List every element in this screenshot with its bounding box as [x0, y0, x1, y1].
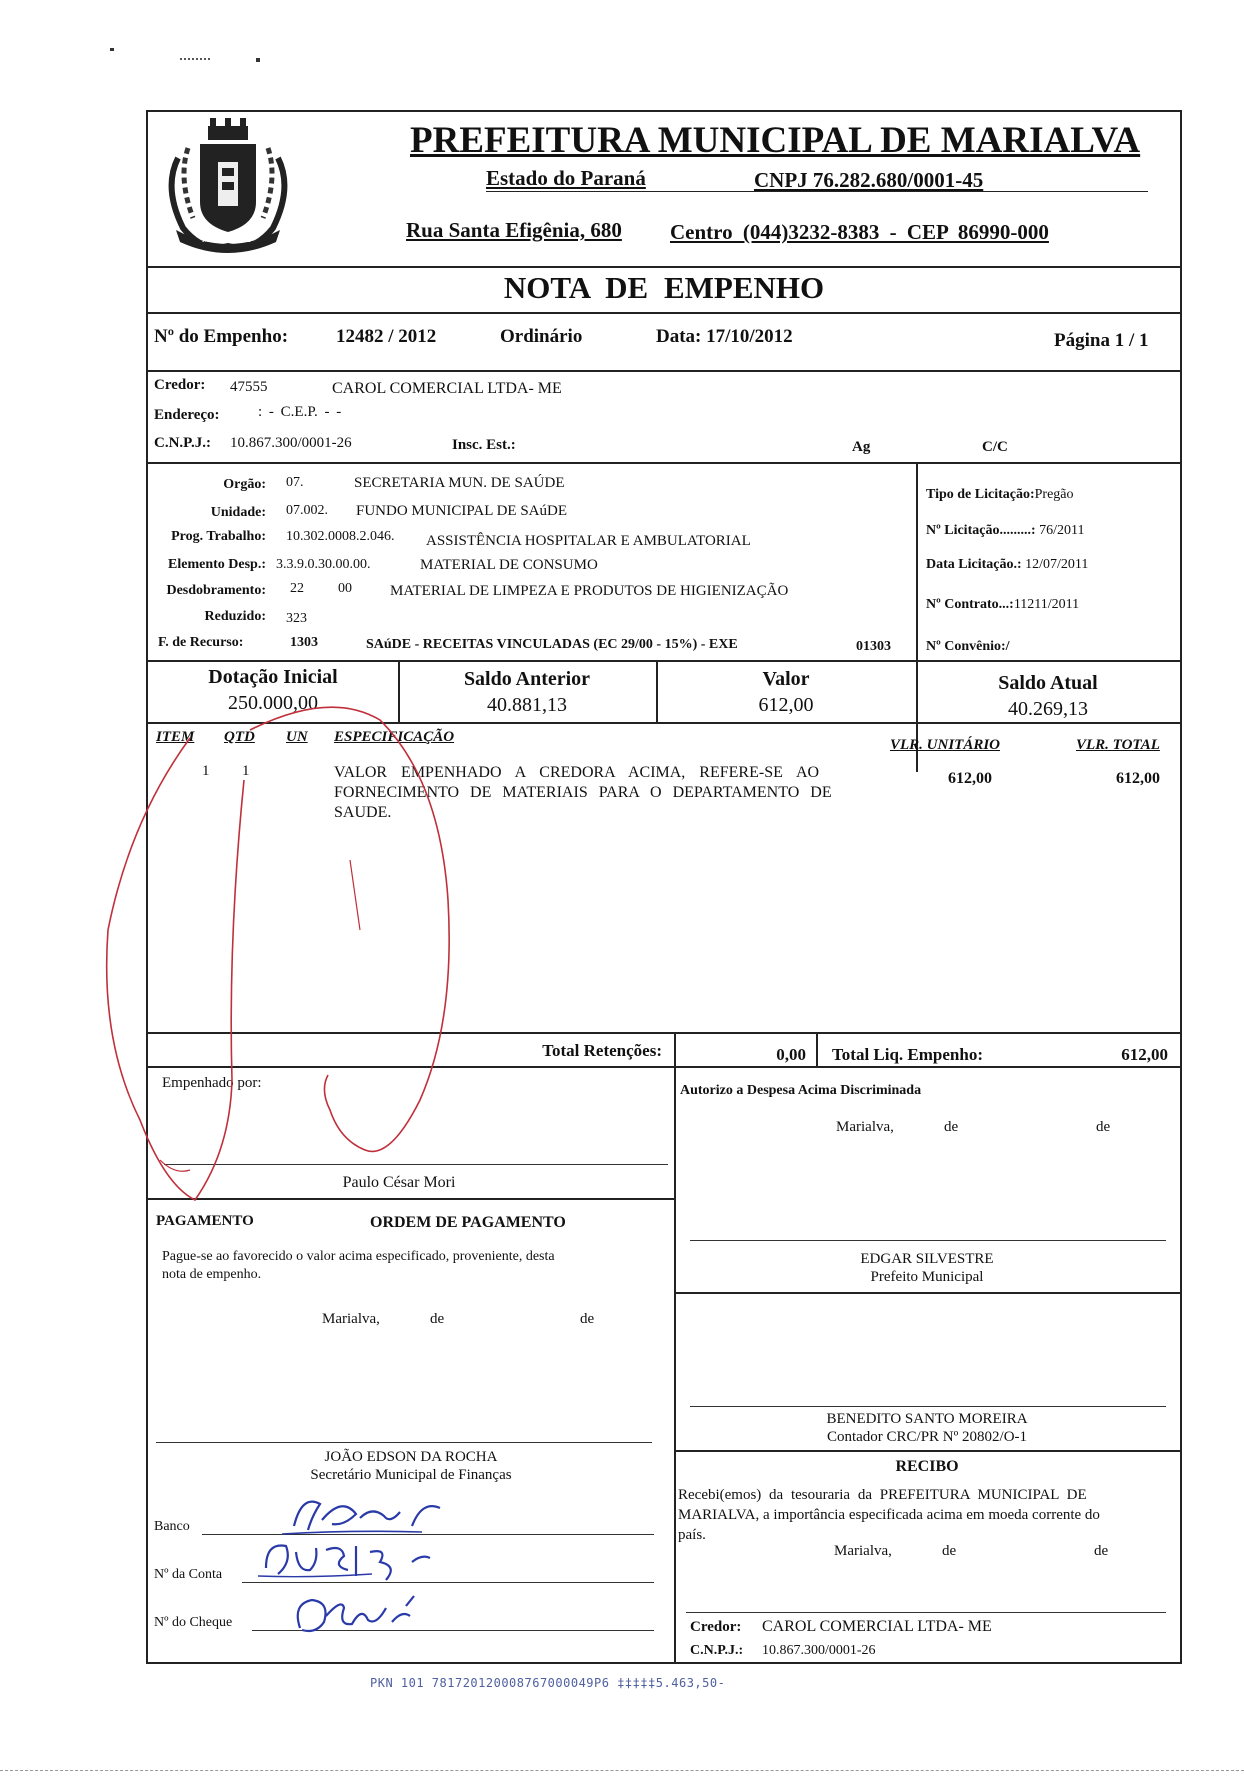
- nota-empenho-form: [146, 110, 1182, 1664]
- item-number: 1: [202, 763, 210, 779]
- licitacao-number-label: Nº Licitação.........: 76/2011: [926, 523, 1085, 538]
- autorizo-label: Autorizo a Despesa Acima Discriminada: [680, 1083, 922, 1098]
- prog-code: 10.302.0008.2.046.: [286, 529, 395, 544]
- col-total-value: VLR. TOTAL: [1076, 737, 1160, 753]
- divider: [148, 1066, 1180, 1068]
- signature-line: [164, 1164, 668, 1165]
- recibo-credor-value: CAROL COMERCIAL LTDA- ME: [762, 1618, 992, 1635]
- header-underline: [486, 191, 1148, 192]
- pagamento-text: nota de empenho.: [162, 1267, 262, 1282]
- prefeitura-title: PREFEITURA MUNICIPAL DE MARIALVA: [410, 120, 1141, 161]
- agency-label: Ag: [852, 439, 871, 455]
- divider-vertical: [674, 1032, 676, 1066]
- divider: [148, 312, 1180, 314]
- saldo-atual-value: 40.269,13: [1008, 698, 1088, 720]
- address-rest: Centro (044)3232-8383 - CEP 86990-000: [670, 220, 1049, 244]
- divider-vertical: [816, 1032, 818, 1066]
- scan-edge: [0, 1770, 1244, 1771]
- signature-line: [686, 1612, 1166, 1613]
- recurso-name: SAúDE - RECEITAS VINCULADAS (EC 29/00 - 15%) - EXE: [366, 637, 738, 652]
- dotacao-value: 250.000,00: [228, 692, 318, 714]
- prefeitura-cnpj: CNPJ 76.282.680/0001-45: [754, 168, 984, 192]
- total-liquido-label: Total Liq. Empenho:: [832, 1045, 983, 1064]
- recibo-credor-label: Credor:: [690, 1619, 742, 1635]
- valor-label: Valor: [762, 668, 810, 690]
- divider: [674, 1450, 1180, 1452]
- emblem-ribbon-text: MARIALVA: [202, 234, 251, 244]
- address-value: : - C.E.P. - -: [258, 404, 342, 420]
- contrato-label: Nº Contrato...:11211/2011: [926, 597, 1080, 612]
- signature-line: [690, 1240, 1166, 1241]
- empenhado-name: Paulo César Mori: [342, 1174, 456, 1191]
- empenho-number: 12482 / 2012: [336, 326, 437, 347]
- reduzido-label: Reduzido:: [204, 609, 266, 624]
- retencoes-label: Total Retenções:: [542, 1041, 662, 1060]
- item-description-line: FORNECIMENTO DE MATERIAIS PARA O DEPARTAMENTO DE: [334, 784, 832, 801]
- desdobramento-code: 00: [338, 581, 352, 596]
- recibo-text: país.: [678, 1527, 706, 1543]
- item-description-line: VALOR EMPENHADO A CREDORA ACIMA, REFERE-SE AO: [334, 764, 820, 781]
- contador-role: Contador CRC/PR Nº 20802/O-1: [826, 1429, 1028, 1445]
- municipal-emblem: [158, 118, 298, 258]
- conta-handwriting: [252, 1532, 472, 1592]
- prog-name: ASSISTÊNCIA HOSPITALAR E AMBULATORIAL: [426, 533, 751, 549]
- credor-label: Credor:: [154, 377, 206, 393]
- licitacao-number-value: 76/2011: [1039, 523, 1085, 538]
- empenhado-label: Empenhado por:: [162, 1075, 262, 1091]
- empenho-date: Data: 17/10/2012: [656, 326, 793, 347]
- unidade-label: Unidade:: [210, 505, 266, 520]
- divider-vertical: [674, 1066, 676, 1662]
- credor-cnpj-value: 10.867.300/0001-26: [230, 435, 352, 451]
- saldo-atual-label: Saldo Atual: [998, 672, 1098, 694]
- desdobramento-name: MATERIAL DE LIMPEZA E PRODUTOS DE HIGIENIZAÇÃO: [390, 583, 789, 599]
- col-especificacao: ESPECIFICAÇÃO: [334, 729, 455, 745]
- cheque-handwriting: [282, 1586, 482, 1646]
- dotacao-label: Dotação Inicial: [208, 666, 338, 688]
- saldo-anterior-label: Saldo Anterior: [463, 668, 591, 690]
- col-unit-value: VLR. UNITÁRIO: [890, 737, 1001, 753]
- prefeito-role: Prefeito Municipal: [870, 1269, 984, 1285]
- recibo-text: MARIALVA, a importância especificada acima em moeda corrente do: [678, 1507, 1100, 1523]
- unidade-name: FUNDO MUNICIPAL DE SAúDE: [356, 503, 567, 519]
- empenho-label: Nº do Empenho:: [154, 326, 289, 347]
- banco-label: Banco: [154, 1519, 190, 1534]
- pagamento-city: Marialva,: [322, 1311, 380, 1327]
- autorizo-de: de: [1096, 1119, 1111, 1135]
- desdobramento-label: Desdobramento:: [166, 583, 266, 598]
- item-unit-value: 612,00: [948, 770, 992, 787]
- divider: [148, 1198, 674, 1200]
- signature-line: [156, 1442, 652, 1443]
- divider: [148, 266, 1180, 268]
- pagamento-label: PAGAMENTO: [156, 1213, 254, 1229]
- reduzido-value: 323: [286, 611, 307, 626]
- autorizo-de: de: [944, 1119, 959, 1135]
- col-qtd: QTD: [224, 729, 255, 745]
- divider: [148, 1032, 1180, 1034]
- orgao-code: 07.: [286, 475, 304, 490]
- valor-value: 612,00: [758, 694, 814, 716]
- address-label: Endereço:: [154, 407, 220, 423]
- recibo-cnpj-label: C.N.P.J.:: [690, 1643, 744, 1658]
- elemento-label: Elemento Desp.:: [168, 557, 266, 572]
- ordem-pagamento-title: ORDEM DE PAGAMENTO: [370, 1214, 566, 1231]
- page-number: Página 1 / 1: [1054, 330, 1149, 351]
- saldo-anterior-value: 40.881,13: [487, 694, 567, 716]
- credor-name: CAROL COMERCIAL LTDA- ME: [332, 380, 562, 397]
- recibo-cnpj-value: 10.867.300/0001-26: [762, 1643, 876, 1658]
- recurso-label: F. de Recurso:: [158, 635, 244, 650]
- desdobramento-code: 22: [290, 581, 304, 596]
- tipo-licitacao-value: Pregão: [1034, 487, 1074, 502]
- recibo-title: RECIBO: [895, 1458, 959, 1475]
- scan-mark: [180, 58, 210, 62]
- empenho-type: Ordinário: [500, 326, 583, 347]
- cheque-label: Nº do Cheque: [154, 1615, 233, 1630]
- item-description-line: SAUDE.: [334, 804, 392, 821]
- item-total-value: 612,00: [1116, 770, 1160, 787]
- conta-label: Nº da Conta: [154, 1567, 223, 1582]
- autorizo-city: Marialva,: [836, 1119, 894, 1135]
- licitacao-date-label: Data Licitação.: 12/07/2011: [926, 557, 1089, 572]
- credor-cnpj-label: C.N.P.J.:: [154, 435, 211, 451]
- divider: [148, 462, 1180, 464]
- col-un: UN: [286, 729, 308, 745]
- divider: [674, 1292, 1180, 1294]
- pagamento-text: Pague-se ao favorecido o valor acima especificado, proveniente, desta: [162, 1249, 555, 1264]
- elemento-name: MATERIAL DE CONSUMO: [420, 557, 598, 573]
- prefeito-name: EDGAR SILVESTRE: [860, 1251, 994, 1267]
- orgao-name: SECRETARIA MUN. DE SAÚDE: [354, 475, 565, 491]
- contrato-value: 11211/2011: [1013, 597, 1080, 612]
- secretario-role: Secretário Municipal de Finanças: [310, 1467, 512, 1483]
- pagamento-de: de: [580, 1311, 595, 1327]
- prog-label: Prog. Trabalho:: [171, 529, 266, 544]
- convenio-label: Nº Convênio:/: [926, 639, 1010, 654]
- licitacao-date-value: 12/07/2011: [1025, 557, 1089, 572]
- recurso-number: 01303: [856, 639, 891, 654]
- account-label: C/C: [982, 439, 1008, 455]
- retencoes-value: 0,00: [776, 1045, 806, 1064]
- recibo-city: Marialva,: [834, 1543, 892, 1559]
- item-quantity: 1: [242, 763, 250, 779]
- orgao-label: Orgão:: [223, 477, 266, 492]
- divider: [148, 370, 1180, 372]
- divider-vertical: [916, 462, 918, 772]
- unidade-code: 07.002.: [286, 503, 328, 518]
- secretario-name: JOÃO EDSON DA ROCHA: [324, 1449, 498, 1465]
- scan-mark: [110, 48, 114, 51]
- doc-title: NOTA DE EMPENHO: [503, 270, 825, 305]
- street-address: Rua Santa Efigênia, 680: [406, 218, 622, 242]
- credor-code: 47555: [230, 379, 268, 395]
- recibo-de: de: [942, 1543, 957, 1559]
- bank-print-line: PKN 101 781720120008767000049P6 ‡‡‡‡‡5.463,50-: [370, 1676, 726, 1690]
- elemento-code: 3.3.9.0.30.00.00.: [276, 557, 371, 572]
- divider: [148, 660, 1180, 662]
- recibo-text: Recebi(emos) da tesouraria da PREFEITURA MUNICIPAL DE: [678, 1487, 1087, 1503]
- divider: [148, 722, 1180, 724]
- contador-name: BENEDITO SANTO MOREIRA: [826, 1411, 1028, 1427]
- recurso-code: 1303: [290, 635, 318, 650]
- insc-est-label: Insc. Est.:: [452, 437, 516, 453]
- total-liquido-value: 612,00: [1121, 1045, 1168, 1064]
- pagamento-de: de: [430, 1311, 445, 1327]
- col-item: ITEM: [156, 729, 195, 745]
- scan-mark: [256, 58, 260, 62]
- signature-line: [690, 1406, 1166, 1407]
- tipo-licitacao-label: Tipo de Licitação:Pregão: [926, 487, 1074, 502]
- state-name: Estado do Paraná: [486, 166, 646, 190]
- recibo-de: de: [1094, 1543, 1109, 1559]
